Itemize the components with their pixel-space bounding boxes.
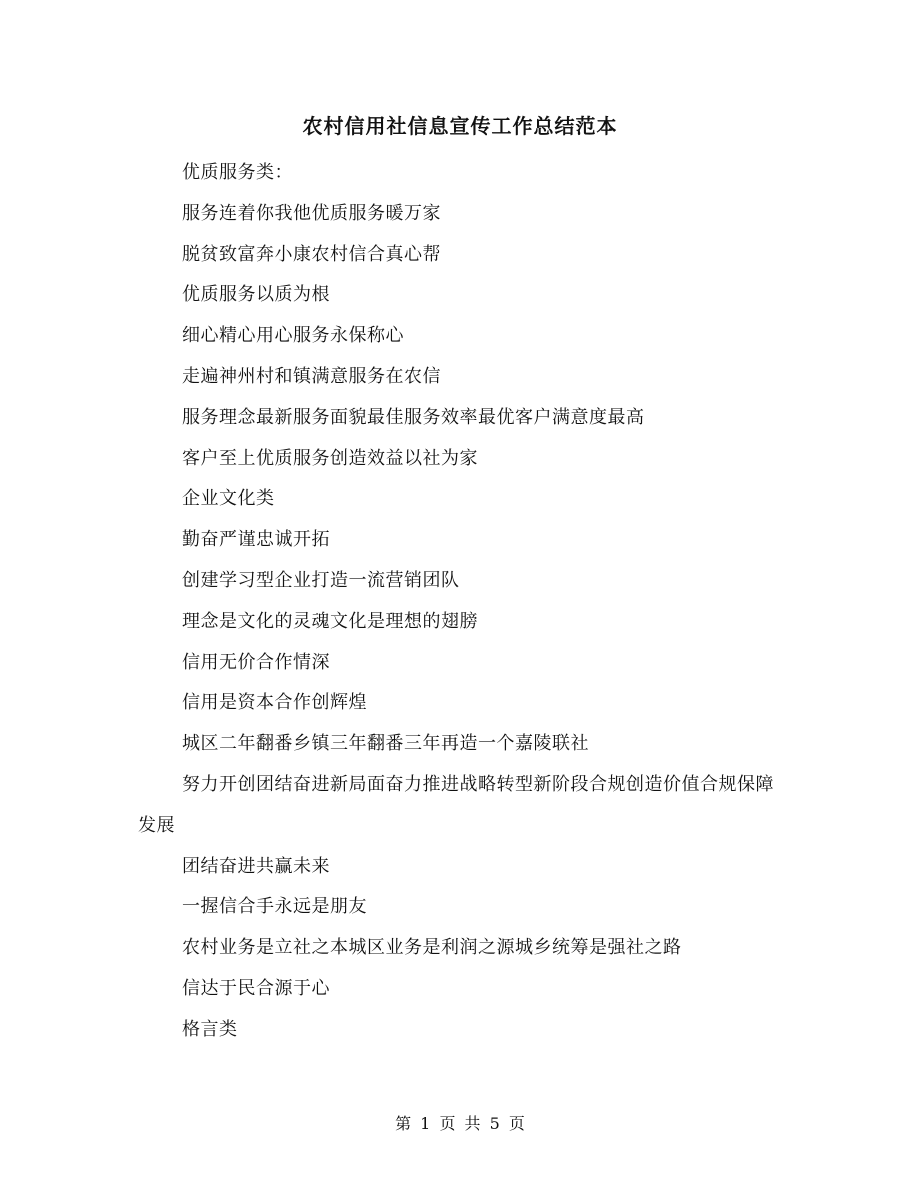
paragraph: 服务连着你我他优质服务暖万家 [182,202,441,224]
paragraph: 客户至上优质服务创造效益以社为家 [182,447,478,469]
paragraph: 企业文化类 [182,488,275,510]
paragraph: 勤奋严谨忠诚开拓 [182,529,330,551]
paragraph: 城区二年翻番乡镇三年翻番三年再造一个嘉陵联社 [182,733,589,755]
page-number-footer: 第 1 页 共 5 页 [395,1114,525,1133]
paragraph: 创建学习型企业打造一流营销团队 [182,569,460,591]
paragraph: 农村业务是立社之本城区业务是利润之源城乡统筹是强社之路 [182,937,682,959]
paragraph: 走遍神州村和镇满意服务在农信 [182,365,441,387]
paragraph: 优质服务类： [182,162,293,183]
document-body [138,153,778,1051]
document-title: 农村信用社信息宣传工作总结范本 [302,114,618,138]
paragraph: 努力开创团结奋进新局面奋力推进战略转型新阶段合规创造价值合规保障发展 [138,773,774,836]
paragraph: 优质服务以质为根 [182,284,330,306]
paragraph: 脱贫致富奔小康农村信合真心帮 [182,243,441,265]
paragraph: 信用是资本合作创辉煌 [182,692,367,714]
paragraph: 团结奋进共赢未来 [182,855,330,877]
paragraph: 一握信合手永远是朋友 [182,896,367,918]
paragraph: 格言类 [182,1018,238,1040]
paragraph: 理念是文化的灵魂文化是理想的翅膀 [182,610,478,632]
paragraph: 信达于民合源于心 [182,977,330,999]
paragraph: 服务理念最新服务面貌最佳服务效率最优客户满意度最高 [182,406,645,428]
paragraph: 信用无价合作情深 [182,651,330,673]
paragraph: 细心精心用心服务永保称心 [182,325,404,347]
